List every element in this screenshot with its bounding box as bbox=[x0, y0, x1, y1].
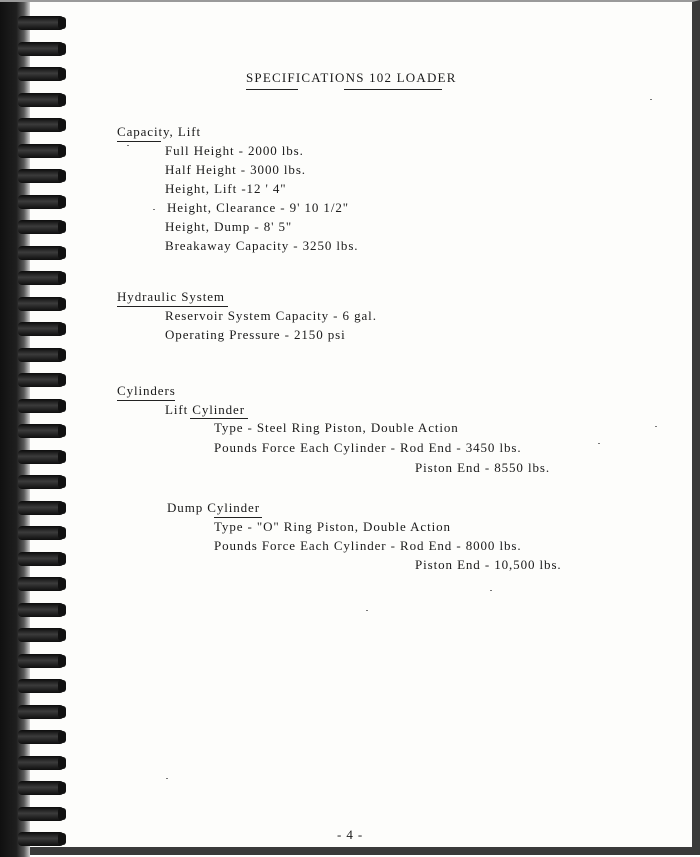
binding-ring bbox=[18, 781, 64, 795]
binding-ring bbox=[18, 577, 64, 591]
capacity-heading: Capacity, Lift bbox=[117, 124, 201, 139]
binding-ring bbox=[18, 93, 64, 107]
binding-ring bbox=[18, 246, 64, 260]
hydraulic-heading: Hydraulic System bbox=[117, 289, 225, 304]
scan-speck bbox=[655, 426, 657, 427]
dump-cylinder-force-piston: Piston End - 10,500 lbs. bbox=[415, 557, 562, 572]
binding-ring bbox=[18, 220, 64, 234]
binding-ring bbox=[18, 144, 64, 158]
binding-ring bbox=[18, 118, 64, 132]
title-rule-right bbox=[344, 89, 442, 90]
binding-ring bbox=[18, 195, 64, 209]
binding-ring bbox=[18, 501, 64, 515]
capacity-item: Full Height - 2000 lbs. bbox=[165, 143, 304, 158]
dump-cylinder-heading: Dump Cylinder bbox=[167, 500, 260, 515]
binding-ring bbox=[18, 807, 64, 821]
dump-cylinder-type: Type - "O" Ring Piston, Double Action bbox=[214, 519, 451, 534]
scan-speck bbox=[650, 99, 652, 100]
lift-cylinder-force-piston: Piston End - 8550 lbs. bbox=[415, 460, 551, 475]
capacity-rule bbox=[117, 141, 161, 142]
page-title: SPECIFICATIONS 102 LOADER bbox=[246, 70, 457, 85]
binding-ring bbox=[18, 67, 64, 81]
hydraulic-item: Operating Pressure - 2150 psi bbox=[165, 327, 346, 342]
binding-ring bbox=[18, 297, 64, 311]
binding-ring bbox=[18, 552, 64, 566]
capacity-item: Height, Dump - 8' 5" bbox=[165, 219, 293, 234]
cylinders-rule bbox=[117, 400, 175, 401]
binding-ring bbox=[18, 348, 64, 362]
capacity-item: Height, Clearance - 9' 10 1/2" bbox=[167, 200, 349, 215]
binding-ring bbox=[18, 628, 64, 642]
title-rule-left bbox=[246, 89, 298, 90]
binding-ring bbox=[18, 169, 64, 183]
binding-ring bbox=[18, 654, 64, 668]
scan-speck bbox=[153, 209, 155, 210]
capacity-item: Height, Lift -12 ' 4" bbox=[165, 181, 287, 196]
binding-ring bbox=[18, 271, 64, 285]
binding-ring bbox=[18, 679, 64, 693]
binding-ring bbox=[18, 424, 64, 438]
binding-ring bbox=[18, 322, 64, 336]
hydraulic-item: Reservoir System Capacity - 6 gal. bbox=[165, 308, 377, 323]
hydraulic-rule bbox=[117, 306, 228, 307]
scan-speck bbox=[127, 145, 129, 146]
binding-ring bbox=[18, 399, 64, 413]
lift-cylinder-type: Type - Steel Ring Piston, Double Action bbox=[214, 420, 459, 435]
binding-ring bbox=[18, 475, 64, 489]
scan-speck bbox=[166, 778, 168, 779]
page-number: - 4 - bbox=[337, 827, 364, 842]
dump-cylinder-rule bbox=[214, 517, 262, 518]
scan-speck bbox=[598, 443, 600, 444]
capacity-item: Breakaway Capacity - 3250 lbs. bbox=[165, 238, 359, 253]
scan-speck bbox=[366, 610, 368, 611]
binding-ring bbox=[18, 42, 64, 56]
binding-ring bbox=[18, 730, 64, 744]
lift-cylinder-rule bbox=[190, 418, 248, 419]
binding-ring bbox=[18, 16, 64, 30]
dump-cylinder-force-rod: Pounds Force Each Cylinder - Rod End - 8000 lbs. bbox=[214, 538, 522, 553]
binding-ring bbox=[18, 832, 64, 846]
binding-ring bbox=[18, 526, 64, 540]
lift-cylinder-force-rod: Pounds Force Each Cylinder - Rod End - 3450 lbs. bbox=[214, 440, 522, 455]
binding-ring bbox=[18, 450, 64, 464]
lift-cylinder-heading: Lift Cylinder bbox=[165, 402, 245, 417]
binding-ring bbox=[18, 603, 64, 617]
cylinders-heading: Cylinders bbox=[117, 383, 176, 398]
capacity-item: Half Height - 3000 lbs. bbox=[165, 162, 306, 177]
binding-ring bbox=[18, 373, 64, 387]
binding-ring bbox=[18, 756, 64, 770]
scan-speck bbox=[490, 590, 492, 591]
binding-ring bbox=[18, 705, 64, 719]
